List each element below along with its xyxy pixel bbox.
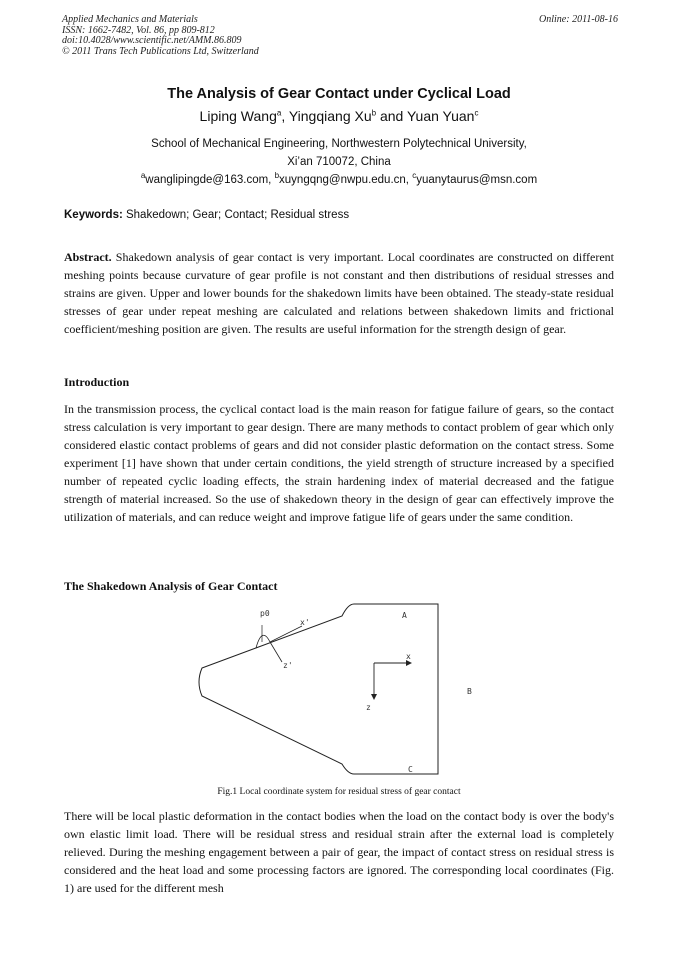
journal-header xyxy=(62,15,618,57)
journal-name: Applied Mechanics and Materials xyxy=(62,14,198,25)
body-paragraph: There will be local plastic deformation in the contact bodies when the load on the contact body is over the body's own elastic limit load. There will be residual stress and residual strain after the external load is completely relieved. During the meshing engagement between a pair of gear, the impact of contact stress on residual stress is considered and the heat load and some processing factors are ignored. The corresponding local coordinates (Fig. 1) are used for the different mesh xyxy=(64,809,614,895)
author-name: Yuan Yuan xyxy=(406,108,475,124)
gear-tooth-outline xyxy=(199,604,438,774)
journal-doi[interactable]: doi:10.4028/www.scientific.net/AMM.86.809 xyxy=(62,35,242,46)
author-name: Liping Wang xyxy=(199,108,277,124)
online-date: Online: 2011-08-16 xyxy=(539,14,618,25)
author-separator: and xyxy=(376,108,407,124)
global-z-arrowhead xyxy=(371,694,377,700)
abstract-label: Abstract. xyxy=(64,250,112,264)
label-x-prime: x' xyxy=(300,618,310,627)
paper-title: The Analysis of Gear Contact under Cyclical Load xyxy=(167,86,511,102)
figure-caption: Fig.1 Local coordinate system for residual stress of gear contact xyxy=(217,787,461,797)
email-link[interactable]: wanglipingde@163.com, xyxy=(145,174,275,186)
label-x: x xyxy=(406,652,411,661)
affiliation-line: Xi’an 710072, China xyxy=(287,156,391,168)
keywords-text: Shakedown; Gear; Contact; Residual stress xyxy=(122,209,350,221)
email-sup: a xyxy=(140,171,146,181)
author-emails xyxy=(0,171,678,186)
author-name: Yingqiang Xu xyxy=(288,108,372,124)
label-A: A xyxy=(402,611,407,620)
keywords-label: Keywords: xyxy=(64,209,123,221)
author-sup: c xyxy=(474,108,479,118)
label-B: B xyxy=(467,687,472,696)
email-sup: c xyxy=(412,171,417,181)
author-sup: b xyxy=(371,108,377,118)
affiliation-line: School of Mechanical Engineering, Northwestern Polytechnical University, xyxy=(151,138,527,150)
email-link[interactable]: xuyngqng@nwpu.edu.cn, xyxy=(279,174,413,186)
section-heading-introduction: Introduction xyxy=(64,375,130,389)
pressure-distribution xyxy=(256,635,270,648)
gear-coordinate-figure xyxy=(190,598,490,780)
email-link[interactable]: yuanytaurus@msn.com xyxy=(416,174,538,186)
abstract-paragraph xyxy=(64,248,614,338)
label-p0: p0 xyxy=(260,609,270,618)
label-z: z xyxy=(366,703,371,712)
section-heading-shakedown: The Shakedown Analysis of Gear Contact xyxy=(64,579,278,593)
keywords xyxy=(64,209,620,221)
local-x-axis xyxy=(270,626,302,642)
local-z-axis xyxy=(270,642,282,662)
author-sup: a xyxy=(276,108,282,118)
author-separator: , xyxy=(281,108,289,124)
label-C: C xyxy=(408,765,413,774)
abstract-text: Shakedown analysis of gear contact is very important. Local coordinates are constructed on different meshing points because curvature of gear profile is not constant and then distributions of residual stresses and strains are given. Upper and lower bounds for the shakedown limits have been obtained. The steady-state residual stresses of gear under repeat meshing are calculated and relations between shakedown limits and frictional coefficient/meshing position are given. The results are useful information for the strength design of gear. xyxy=(64,250,614,336)
author-list xyxy=(0,108,678,124)
introduction-paragraph: In the transmission process, the cyclical contact load is the main reason for fatigue failure of gears, so the contact stress calculation is very important to gear design. There are many methods to contact problem of gear which only considered elastic contact problems of gears and did not consider plastic deformation on the contact stress. Some experiment [1] have shown that under certain conditions, the yield strength of structure increased by a specified number of repeated cyclic loading effects, the strain hardening index of material decreased and the fatigue strength of material increased. So the use of shakedown theory in the design of gear can effectively improve the utilization of materials, and can reduce weight and improve fatigue life of gears under the same condition. xyxy=(64,402,614,524)
journal-issn: ISSN: 1662-7482, Vol. 86, pp 809-812 xyxy=(62,24,215,36)
label-z-prime: z' xyxy=(283,661,293,670)
journal-copyright: © 2011 Trans Tech Publications Ltd, Switzerland xyxy=(62,45,259,57)
email-sup: b xyxy=(274,171,280,181)
